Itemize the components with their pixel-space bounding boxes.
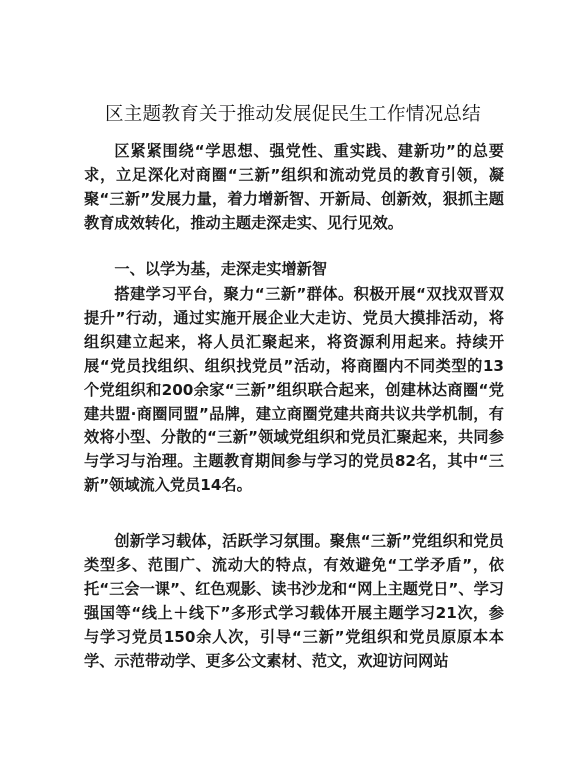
section-heading: 一、以学为基，走深走实增新智 bbox=[114, 260, 328, 278]
body-paragraph-platform: 搭建学习平台，聚力“三新”群体。积极开展“双找双晋双提升”行动，通过实施开展企业大走访、党员大摸排活动，将组织建立起来，将人员汇聚起来，将资源利用起来。持续开展“党员找组织、组织找党员”活动，将商圈内不同类型的13个党组织和200余家“三新”组织联合起来，创建林达商圈“党建共盟·商圈同盟”品牌，建立商圈党建共商共议共学机制，有效将小型、分散的“三新”领域党组织和党员汇聚起来，共同参与学习与治理。主题教育期间参与学习的党员82名，其中“三新”领域流入党员14名。 bbox=[84, 285, 504, 495]
body-paragraph-carrier: 创新学习载体，活跃学习氛围。聚焦“三新”党组织和党员类型多、范围广、流动大的特点，有效避免“工学矛盾”，依托“三会一课”、红色观影、读书沙龙和“网上主题党日”、学习强国等“线上＋线下”多形式学习载体开展主题学习21次，参与学习党员150余人次，引导“三新”党组织和党员原原本本学、示范带动学、更多公文素材、范文，欢迎访问网站 bbox=[84, 532, 504, 670]
intro-paragraph: 区紧紧围绕“学思想、强党性、重实践、建新功”的总要求，立足深化对商圈“三新”组织和流动党员的教育引领，凝聚“三新”发展力量，着力增新智、开新局、创新效，狠抓主题教育成效转化，推动主题走深走实、见行见效。 bbox=[84, 142, 504, 232]
document-title: 区主题教育关于推动发展促民生工作情况总结 bbox=[104, 104, 481, 125]
